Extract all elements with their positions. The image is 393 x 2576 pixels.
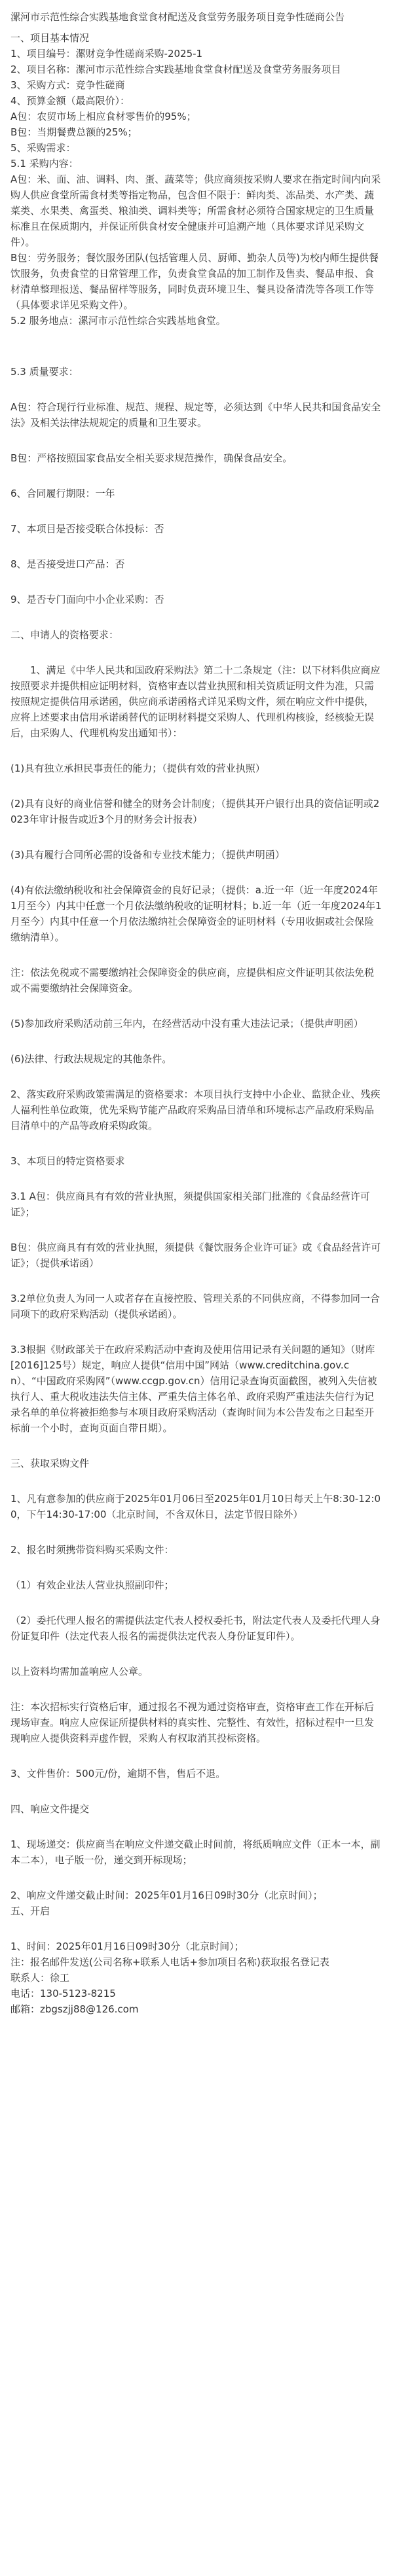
budget-heading: 4、预算金额（最高限价）： (10, 95, 130, 107)
opening-time: 1、时间：2025年01月16日09时30分（北京时间）； (10, 1941, 244, 1952)
project-number: 1、项目编号：漯财竞争性磋商采购-2025-1 (10, 48, 203, 60)
qualification-tax-note: 注：依法免税或不需要缴纳社会保障资金的供应商，应提供相应文件证明其依法免税或不需要缴纳社会保障资金。 (10, 967, 375, 994)
budget-package-a: A包：农贸市场上相应食材零售价的95%； (10, 111, 196, 122)
specific-requirement-b: B包：供应商具有有效的营业执照，须提供《餐饮服务企业许可证》或《食品经营许可证》；（提供承诺函） (10, 1242, 381, 1269)
content-package-a: A包：米、面、油、调料、肉、蛋、蔬菜等；供应商须按采购人要求在指定时间内向采购人供应食堂所需食材类等指定物品，包含但不限于：鲜肉类、冻品类、水产类、蔬菜类、水果类、禽蛋类、粮油类、调料类等；所需食材必须符合国家规定的卫生质量标准且在保质期内，并保证所供食材安全健康并可追溯产地（具体要求详见采购文件）。 (10, 173, 381, 248)
section-heading-submission: 四、响应文件提交 (10, 1803, 90, 1815)
qualification-item-1: (1)具有独立承担民事责任的能力；（提供有效的营业执照） (10, 762, 265, 774)
registration-time: 1、凡有意参加的供应商于2025年01月06日至2025年01月10日每天上午8:30-12:00，下午14:30-17:00（北京时间，不含双休日，法定节假日除外） (10, 1493, 381, 1520)
document-price: 3、文件售价：500元/份，逾期不售，售后不退。 (10, 1768, 226, 1780)
imported-products: 8、是否接受进口产品：否 (10, 558, 125, 570)
contact-person: 联系人：徐工 (10, 1972, 70, 1984)
quality-package-a: A包：符合现行行业标准、规范、规程、规定等，必须达到《中华人民共和国食品安全法》及相关法律法规规定的质量和卫生要求。 (10, 401, 381, 429)
registration-email-note: 注：报名邮件发送(公司名称+联系人电话+参加项目名称)获取报名登记表 (10, 1956, 329, 1968)
requirements-heading: 5、采购需求： (10, 142, 76, 154)
specific-requirement-a: 3.1 A包：供应商具有有效的营业执照，须提供国家相关部门批准的《食品经营许可证》； (10, 1190, 370, 1218)
section-heading-obtain-documents: 三、获取采购文件 (10, 1458, 90, 1469)
specific-requirements-heading: 3、本项目的特定资格要求 (10, 1155, 125, 1167)
registration-material-1: （1）有效企业法人营业执照副印件； (10, 1579, 174, 1591)
quality-heading: 5.3 质量要求： (10, 366, 79, 378)
seal-requirement: 以上资料均需加盖响应人公章。 (10, 1666, 149, 1677)
content-package-b: B包：劳务服务；餐饮服务团队(包括管理人员、厨师、勤杂人员等)为校内师生提供餐饮服务，负责食堂的日常管理工作，负责食堂食品的加工制作及售卖、餐品申报、食材清单整理报送、餐品留样等服务，同时负责环境卫生、餐具设备清洗等各项工作等（具体要求详见采购文件）。 (10, 252, 379, 311)
registration-material-2: （2）委托代理人报名的需提供法定代表人授权委托书，附法定代表人及委托代理人身份证复印件（法定代表人报名的需提供法定代表人身份证复印件）。 (10, 1615, 381, 1642)
service-location: 5.2 服务地点：漯河市示范性综合实践基地食堂。 (10, 315, 226, 327)
submission-deadline: 2、响应文件递交截止时间：2025年01月16日09时30分（北京时间）； (10, 1889, 323, 1901)
procurement-method: 3、采购方式：竞争性磋商 (10, 79, 125, 91)
post-qualification-note: 注：本次招标实行资格后审，通过报名不视为通过资格审查，资格审查工作在开标后现场审查。响应人应保证所提供材料的真实性、完整性、有效性，招标过程中一旦发现响应人提供资料弄虚作假，采购人有权取消其投标资格。 (10, 1701, 375, 1744)
project-name: 2、项目名称：漯河市示范性综合实践基地食堂食材配送及食堂劳务服务项目 (10, 63, 341, 75)
qualification-item-4: (4)有依法缴纳税收和社会保障资金的良好记录；（提供：a.近一年（近一年度2024年1月至今）内其中任意一个月依法缴纳税收的证明材料；b.近一年（近一年度2024年1月至今）内其中任意一个月依法缴纳社会保障资金的证明材料（专用收据或社会保险缴纳清单）。 (10, 884, 382, 943)
credit-record-requirement: 3.3根据《财政部关于在政府采购活动中查询及使用信用记录有关问题的通知》（财库[2016]125号）规定，响应人提供“信用中国”网站（www.creditchina.gov.cn）、“中国政府采购网”（www.ccgp.gov.cn）信用记录查询页面截图，被列入失信被执行人、重大税收违法失信主体、严重失信主体名单、政府采购严重违法失信行为记录名单的单位将被拒绝参与本项目政府采购活动（查询时间为本公告发布之日起至开标前一个小时，查询页面自带日期）。 (10, 1344, 377, 1434)
specific-requirement-3-2: 3.2单位负责人为同一人或者存在直接控股、管理关系的不同供应商，不得参加同一合同项下的政府采购活动（提供承诺函）。 (10, 1293, 380, 1320)
document-title: 漯河市示范性综合实践基地食堂食材配送及食堂劳务服务项目竞争性磋商公告 (10, 11, 345, 23)
qualification-item-6: (6)法律、行政法规规定的其他条件。 (10, 1053, 172, 1065)
section-heading-qualifications: 二、申请人的资格要求： (10, 629, 119, 641)
contract-period: 6、合同履行期限：一年 (10, 488, 115, 499)
qualification-item-3: (3)具有履行合同所必需的设备和专业技术能力；（提供声明函） (10, 849, 285, 861)
contact-phone: 电话：130-5123-8215 (10, 1988, 116, 1999)
content-heading: 5.1 采购内容： (10, 158, 79, 170)
policy-requirements: 2、落实政府采购政策需满足的资格要求：本项目执行支持中小企业、监狱企业、残疾人福利性单位政策，优先采购节能产品政府采购品目清单和环境标志产品政府采购品目清单中的产品等政府采购政策。 (10, 1088, 381, 1132)
qualification-item-5: (5)参加政府采购活动前三年内，在经营活动中没有重大违法记录；（提供声明函） (10, 1018, 364, 1029)
budget-package-b: B包：当期餐费总额的25%； (10, 126, 138, 138)
qualification-law-article: 1、满足《中华人民共和国政府采购法》第二十二条规定（注：以下材料供应商应按照要求并提供相应证明材料，资格审查以营业执照和相关资质证明文件为准，只需按照规定提供信用承诺函，供应商承诺函格式详见采购文件，须在响应文件中提供，应将上述要求由信用承诺函替代的证明材料提交采购人、代理机构核验，经核验无误后，由采购人、代理机构发出通知书）： (10, 664, 381, 739)
section-heading-opening: 五、开启 (10, 1905, 50, 1917)
section-heading-project-info: 一、项目基本情况 (10, 32, 90, 44)
joint-bidding: 7、本项目是否接受联合体投标：否 (10, 523, 164, 535)
quality-package-b: B包：严格按照国家食品安全相关要求规范操作，确保食品安全。 (10, 452, 293, 464)
onsite-submission: 1、现场递交：供应商当在响应文件递交截止时间前，将纸质响应文件（正本一本，副本二本），电子版一份，递交到开标现场； (10, 1838, 381, 1866)
contact-email: 邮箱：zbgszjj88@126.com (10, 2003, 139, 2015)
registration-materials-heading: 2、报名时须携带资料购买采购文件： (10, 1544, 174, 1556)
sme-only: 9、是否专门面向中小企业采购：否 (10, 594, 164, 605)
qualification-item-2: (2)具有良好的商业信誉和健全的财务会计制度；（提供其开户银行出具的资信证明或2023年审计报告或近3个月的财务会计报表） (10, 798, 380, 825)
